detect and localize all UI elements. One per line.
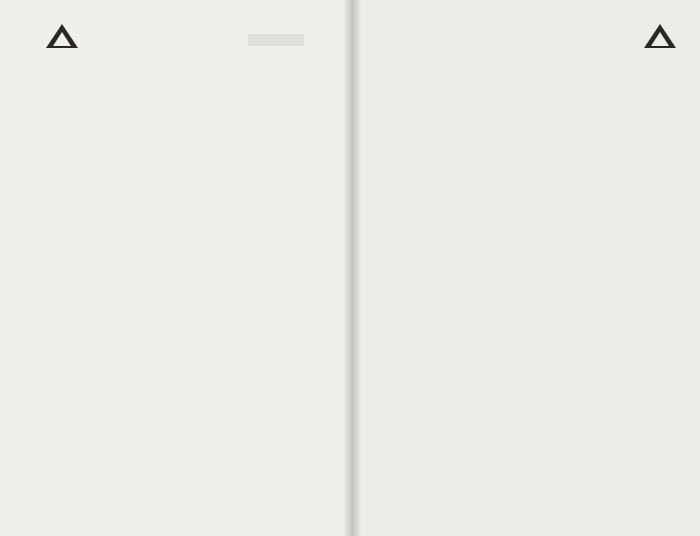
left-running-title — [12, 64, 26, 504]
faint-mark — [248, 34, 304, 46]
gutter-shadow — [343, 0, 361, 536]
right-running-title — [684, 64, 698, 504]
ornament-icon — [642, 22, 678, 50]
ornament-icon — [44, 22, 80, 50]
right-page — [352, 0, 700, 536]
